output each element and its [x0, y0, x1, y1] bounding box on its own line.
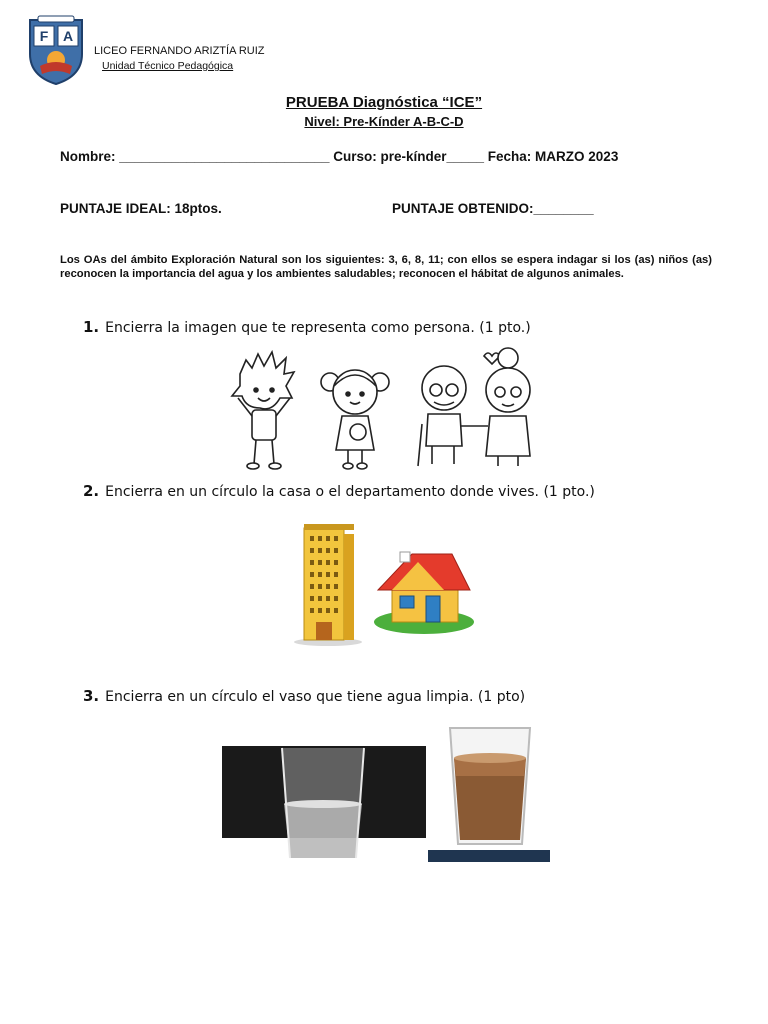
glasses-illustration — [222, 718, 552, 864]
housing-illustration — [290, 518, 480, 648]
score-ideal: PUNTAJE IDEAL: 18ptos. — [60, 201, 222, 216]
score-obtained: PUNTAJE OBTENIDO:________ — [392, 201, 594, 216]
question-number: 1. — [83, 318, 100, 336]
objectives-description: Los OAs del ámbito Exploración Natural son los siguientes: 3, 6, 8, 11; con ellos se espera indagar si los (as) niños (as) reconocen la importancia del agua y los ambientes saludables; reconocen el hábitat de algunos animales. — [60, 254, 712, 280]
girl-icon — [321, 370, 389, 469]
grandparents-icon — [418, 348, 530, 466]
crest-letter-f: F — [39, 28, 49, 44]
school-crest-icon — [26, 14, 86, 86]
dirty-water-glass-icon — [428, 728, 550, 862]
question-text: Encierra la imagen que te representa como persona. (1 pto.) — [105, 320, 531, 336]
question-number: 2. — [83, 482, 100, 500]
question-2 — [83, 482, 595, 500]
school-unit: Unidad Técnico Pedagógica — [102, 60, 234, 72]
school-name: LICEO FERNANDO ARIZTÍA RUIZ — [94, 45, 265, 57]
question-text: Encierra en un círculo la casa o el departamento donde vives. (1 pto.) — [105, 484, 595, 500]
test-level: Nivel: Pre-Kínder A-B-C-D — [304, 114, 464, 129]
crest-letter-a: A — [62, 28, 74, 44]
people-illustration — [228, 346, 540, 476]
apartment-building-icon — [294, 524, 362, 646]
question-text: Encierra en un círculo el vaso que tiene agua limpia. (1 pto) — [105, 689, 526, 705]
question-1 — [83, 318, 531, 336]
clean-water-glass-icon — [222, 746, 426, 862]
name-course-date-line: Nombre: ____________________________ Curso: pre-kínder_____ Fecha: MARZO 2023 — [60, 149, 619, 164]
test-title: PRUEBA Diagnóstica “ICE” — [285, 94, 483, 111]
question-number: 3. — [83, 687, 100, 705]
boy-icon — [232, 352, 294, 469]
question-3 — [83, 687, 525, 705]
house-icon — [374, 552, 474, 634]
